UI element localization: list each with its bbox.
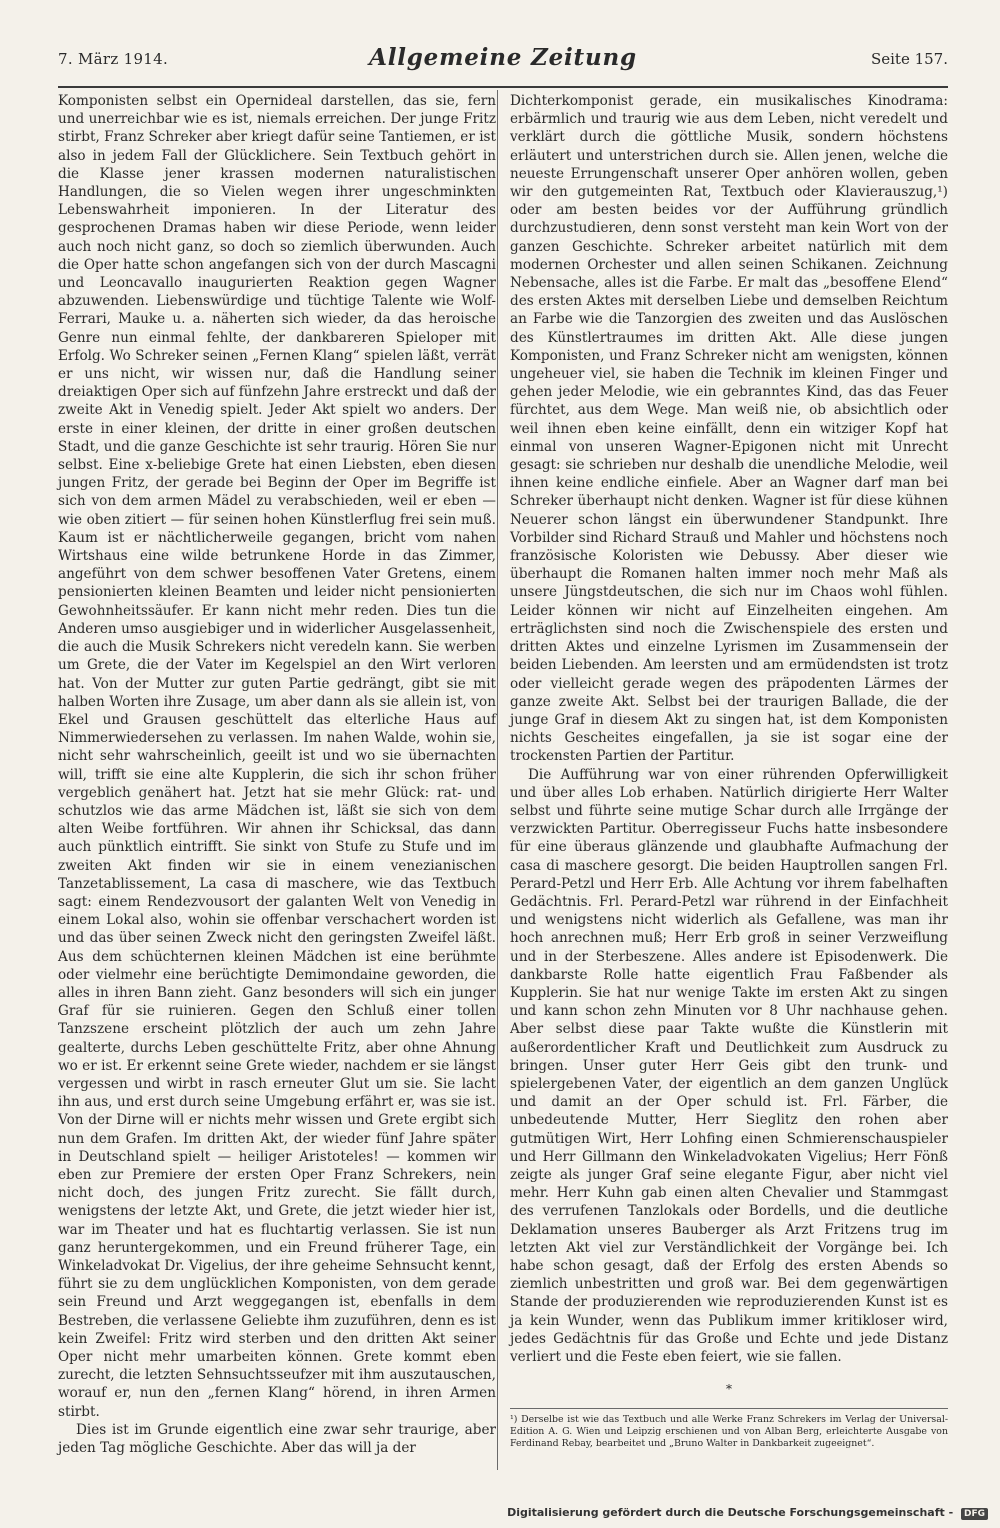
credit-text: Digitalisierung gefördert durch die Deutsche Forschungsgemeinschaft -: [507, 1506, 954, 1519]
left-paragraph-2: Dies ist im Grunde eigentlich eine zwar sehr traurige, aber jeden Tag mögliche Geschichte. Aber das will ja der: [58, 1421, 496, 1457]
left-column: [58, 92, 496, 1472]
right-paragraph-1: Dichterkomponist gerade, ein musikalisches Kinodrama: erbärmlich und traurig wie aus dem Leben, nicht veredelt und verklärt durch die göttliche Musik, sondern höchstens erläutert und unterstrichen durch sie. Allen jenen, welche die neueste Errungenschaft unserer Oper anhören wollen, geben wir den gutgemeinten Rat, Textbuch oder Klavierauszug,¹) oder am besten beides vor der Aufführung gründlich durchzustudieren, denn sonst versteht man kein Wort von der ganzen Geschichte. Schreker arbeitet natürlich mit dem modernen Orchester und allen seinen Schikanen. Zeichnung Nebensache, alles ist die Farbe. Er malt das „besoffene Elend“ des ersten Aktes mit derselben Liebe und demselben Reichtum an Farbe wie die Tanzorgien des zweiten und das Auslöschen des Künstlertraumes im dritten Akt. Alle diese jungen Komponisten, und Franz Schreker nicht am wenigsten, können ungeheuer viel, sie haben die Technik im kleinen Finger und gehen jeder Melodie, wie ein gebranntes Kind, das das Feuer fürchtet, aus dem Wege. Man weiß nie, ob absichtlich oder weil ihnen eben keine einfällt, denn ein witziger Kopf hat einmal von unseren Wagner-Epigonen nicht mit Unrecht gesagt: sie schrieben nur deshalb die unendliche Melodie, weil ihnen keine endliche einfiele. Aber an Wagner darf man bei Schreker überhaupt nicht denken. Wagner ist für diese kühnen Neuerer schon längst ein überwundener Standpunkt. Ihre Vorbilder sind Richard Strauß und Mahler und höchstens noch französische Koloristen wie Debussy. Aber dieser wie überhaupt die Romanen halten immer noch mehr Maß als unsere Jüngstdeutschen, die sich nur im Chaos wohl fühlen. Leider können wir nicht auf Einzelheiten eingehen. Am erträglichsten sind noch die Zwischenspiele des ersten und dritten Aktes und einzelne Lyrismen im Zusammensein der beiden Liebenden. Am leersten und am ermüdendsten ist trotz oder vielleicht gerade wegen des präpodenten Lärmes der ganze zweite Akt. Selbst bei der traurigen Ballade, die der junge Graf in diesem Akt zu singen hat, ist dem Komponisten nichts Gescheites eingefallen, ja sie ist sogar eine der trockensten Partien der Partitur.: [510, 93, 948, 765]
right-column: [510, 92, 948, 1382]
page-header: [58, 44, 948, 80]
header-rule: [58, 86, 948, 88]
digitization-credit: [507, 1506, 988, 1520]
footnote: ¹) Derselbe ist wie das Textbuch und alle Werke Franz Schrekers im Verlag der Universal-Edition A. G. Wien und Leipzig erschienen und von Alban Berg, erleichterte Ausgabe von Ferdinand Rebay, bearbeitet und „Bruno Walter in Dankbarkeit zugeeignet“.: [510, 1414, 948, 1449]
issue-date: 7. März 1914.: [58, 50, 169, 68]
right-paragraph-2: Die Aufführung war von einer rührenden Opferwilligkeit und über alles Lob erhaben. Natürlich dirigierte Herr Walter selbst und führte seine mutige Schar durch alle Irrgänge der verzwickten Partitur. Oberregisseur Fuchs hatte insbesondere für eine überaus glänzende und glaubhafte Aufmachung der casa di maschere gesorgt. Die beiden Hauptrollen sangen Frl. Perard-Petzl und Herr Erb. Alle Achtung vor ihrem fabelhaften Gedächtnis. Frl. Perard-Petzl war rührend in der Einfachheit und wenigstens nicht widerlich als Gefallene, was man ihr hoch anrechnen muß; Herr Erb groß in seiner Verzweiflung und in der Sterbeszene. Alles andere ist Episodenwerk. Die dankbarste Rolle hatte eigentlich Frau Faßbender als Kupplerin. Sie hat nur wenige Takte im ersten Akt zu singen und kann schon zehn Minuten vor 8 Uhr nachhause gehen. Aber selbst diese paar Takte wußte die Künstlerin mit außerordentlicher Kraft und Deutlichkeit zum Ausdruck zu bringen. Unser guter Herr Geis gibt den trunk- und spielergebenen Vater, der eigentlich an dem ganzen Unglück und damit an der Oper schuld ist. Frl. Färber, die unbedeutende Mutter, Herr Sieglitz den rohen aber gutmütigen Wirt, Herr Lohfing einen Schmierenschauspieler und Herr Gillmann den Winkeladvokaten Vigelius; Herr Fönß zeigte als junger Graf seine elegante Figur, aber nicht viel mehr. Herr Kuhn gab einen alten Chevalier und Stammgast des verrufenen Tanzlokals oder Bordells, und die deutliche Deklamation unseres Bauberger als Arzt Fritzens trug im letzten Akt viel zur Verständlichkeit der Vorgänge bei. Ich habe schon gesagt, daß der Erfolg des ersten Abends so ziemlich unbestritten und groß war. Bei dem gegenwärtigen Stande der produzierenden wie reproduzierenden Kunst ist es ja kein Wunder, wenn das Publikum immer kritikloser wird, jedes Gedächtnis für das Große und Echte und jede Distanz verliert und die Feste eben feiert, wie sie fallen.: [510, 766, 948, 1366]
page-number: Seite 157.: [870, 50, 948, 68]
column-divider: [497, 90, 498, 1470]
left-paragraph-1: Komponisten selbst ein Opernideal darstellen, das sie, fern und unerreichbar wie es ist, niemals erreichen. Der junge Fritz stirbt, Franz Schreker aber kriegt dafür seine Tantiemen, er ist also in jedem Fall der Glücklichere. Sein Textbuch gehört in die Klasse jener krassen modernen naturalistischen Handlungen, die so Vielen wegen ihrer ungeschminkten Lebenswahrheit imponieren. In der Literatur des gesprochenen Dramas haben wir diese Periode, wenn leider auch noch nicht ganz, so doch so ziemlich überwunden. Auch die Oper hatte schon angefangen sich von der durch Mascagni und Leoncavallo inaugurierten Reaktion gegen Wagner abzuwenden. Liebenswürdige und tüchtige Talente wie Wolf-Ferrari, Mauke u. a. näherten sich wieder, da das heroische Genre nun einmal fehlte, der dankbareren Spieloper mit Erfolg. Wo Schreker seinen „Fernen Klang“ spielen läßt, verrät er uns nicht, wir wissen nur, daß die Handlung seiner dreiaktigen Oper sich auf fünfzehn Jahre erstreckt und daß der zweite Akt in Venedig spielt. Jeder Akt spielt wo anders. Der erste in einer kleinen, der dritte in einer großen deutschen Stadt, und die ganze Geschichte ist sehr traurig. Hören Sie nur selbst. Eine x-beliebige Grete hat einen Liebsten, eben diesen jungen Fritz, der gerade bei Beginn der Oper im Begriffe ist sich von dem armen Mädel zu verabschieden, weil er eben — wie oben zitiert — für seinen hohen Künstlerflug frei sein muß. Kaum ist er nächtlicherweile gegangen, bricht vom nahen Wirtshaus eine wilde betrunkene Horde in das Zimmer, angeführt von dem schwer besoffenen Vater Gretens, einem pensionierten kleinen Beamten und leider nicht pensionierten Gewohnheitssäufer. Er kann nicht mehr reden. Dies tun die Anderen umso ausgiebiger und in widerlicher Ausgelassenheit, die auch die Musik Schrekers nicht veredeln kann. Sie werben um Grete, die der Vater im Kegelspiel an den Wirt verloren hat. Von der Mutter zur guten Partie gedrängt, gibt sie mit halben Worten ihre Zusage, um aber dann als sie allein ist, von Ekel und Grausen geschüttelt das elterliche Haus auf Nimmerwiedersehen zu verlassen. Im nahen Walde, wohin sie, nicht sehr wahrscheinlich, geeilt ist und wo sie übernachten will, trifft sie eine alte Kupplerin, die sich ihr schon früher vergeblich genähert hat. Jetzt hat sie mehr Glück: rat- und schutzlos wie das arme Mädchen ist, läßt sie sich von dem alten Weibe fortführen. Wir ahnen ihr Schicksal, das dann auch pünktlich eintrifft. Sie sinkt von Stufe zu Stufe und im zweiten Akt finden wir sie in einem venezianischen Tanzetablissement, La casa di maschere, wie das Textbuch sagt: einem Rendezvousort der galanten Welt von Venedig in einem Lokal also, wohin sie offenbar verschachert worden ist und das über seinen Zweck nicht den geringsten Zweifel läßt. Aus dem schüchternen kleinen Mädchen ist eine berühmte oder vielmehr eine berüchtigte Demimondaine geworden, die alles in ihren Bann zieht. Ganz besonders will sich ein junger Graf für sie ruinieren. Gegen den Schluß einer tollen Tanzszene erscheint plötzlich der auch um zehn Jahre gealterte, durchs Leben geschüttelte Fritz, aber ohne Ahnung wo er ist. Er erkennt seine Grete wieder, nachdem er sie längst vergessen und wirbt in rasch erneuter Glut um sie. Sie lacht ihn aus, und erst durch seine Umgebung erfährt er, was sie ist. Von der Dirne will er nichts mehr wissen und Grete ergibt sich nun dem Grafen. Im dritten Akt, der wieder fünf Jahre später in Deutschland spielt — heiliger Aristoteles! — kommen wir eben zur Premiere der ersten Oper Franz Schrekers, nein nicht doch, des jungen Fritz zurecht. Sie fällt durch, wenigstens der letzte Akt, und Grete, die jetzt wieder hier ist, war im Theater und hat es fluchtartig verlassen. Sie ist nun ganz heruntergekommen, und ein Freund früherer Tage, ein Winkeladvokat Dr. Vigelius, der ihre geheime Sehnsucht kennt, führt sie zu dem unglücklichen Komponisten, von dem gerade sein Freund und Arzt weggegangen ist, ebenfalls in dem Bestreben, die verlassene Geliebte ihm zuzuführen, denn es ist kein Zweifel: Fritz wird sterben und den dritten Akt seiner Oper nicht mehr umarbeiten können. Grete kommt eben zurecht, die letzten Sehnsuchtsseufzer mit ihm auszutauschen, worauf er, nun den „fernen Klang“ hörend, in ihren Armen stirbt.: [58, 93, 496, 1420]
dfg-logo: DFG: [961, 1508, 988, 1520]
footnote-rule: [510, 1408, 948, 1409]
section-separator: *: [726, 1382, 732, 1396]
newspaper-title: Allgemeine Zeitung: [369, 44, 637, 71]
